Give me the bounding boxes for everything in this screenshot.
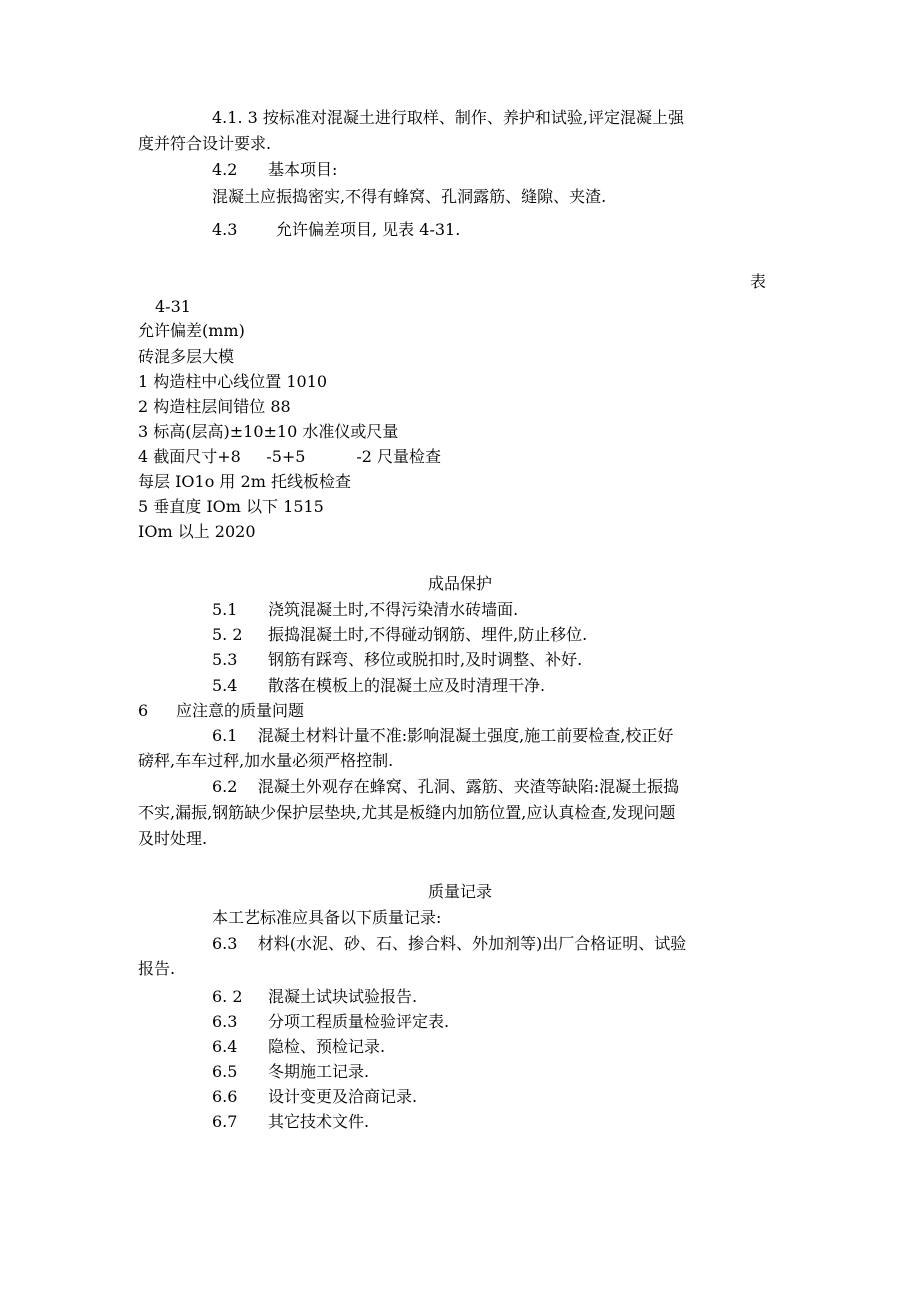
item-6-2-line1: 6.2 混凝土外观存在蜂窝、孔洞、露筋、夹渣等缺陷:混凝土振捣: [212, 777, 680, 796]
item-4-1-3-line2: 度并符合设计要求.: [138, 134, 272, 153]
records-item-text: 其它技术文件.: [268, 1112, 370, 1131]
item-4-3-text: 允许偏差项目, 见表 4-31.: [276, 220, 461, 239]
records-item-number: 6. 2: [212, 987, 243, 1006]
table-row: IOm 以上 2020: [138, 522, 256, 541]
records-item-line2: 报告.: [138, 959, 176, 978]
records-item-text: 设计变更及洽商记录.: [268, 1087, 418, 1106]
section-6-title: 应注意的质量问题: [176, 701, 305, 720]
table-label: 表: [750, 272, 767, 291]
item-4-1-3-line1: 4.1. 3 按标准对混凝土进行取样、制作、养护和试验,评定混凝上强: [212, 108, 684, 127]
item-6-1-line1: 6.1 混凝土材料计量不准:影响混凝土强度,施工前要检查,校正好: [212, 726, 674, 745]
section-6-number: 6: [138, 701, 149, 720]
table-row: 1 构造柱中心线位置 1010: [138, 372, 328, 391]
records-item-line1: 6.3 材料(水泥、砂、石、掺合料、外加剂等)出厂合格证明、试验: [212, 934, 687, 953]
table-row: 每层 IO1o 用 2m 托线板检查: [138, 472, 351, 491]
records-item-number: 6.5: [212, 1062, 238, 1081]
section-7-title: 质量记录: [427, 882, 492, 901]
records-item-text: 混凝土试块试验报告.: [268, 987, 418, 1006]
section-5-title: 成品保护: [427, 574, 492, 593]
records-intro: 本工艺标准应具备以下质量记录:: [212, 908, 442, 927]
item-6-2-line3: 及时处理.: [138, 829, 208, 848]
table-row: 4 截面尺寸+8 -5+5 -2 尺量检查: [138, 447, 441, 466]
item-5-1-number: 5.1: [212, 600, 238, 619]
records-item-number: 6.7: [212, 1112, 238, 1131]
records-item-number: 6.6: [212, 1087, 238, 1106]
item-6-2-line2: 不实,漏振,钢筋缺少保护层垫块,尤其是板缝内加筋位置,应认真检查,发现问题: [138, 803, 676, 822]
records-item-number: 6.3: [212, 1012, 238, 1031]
records-item-number: 6.4: [212, 1037, 238, 1056]
item-5-3-text: 钢筋有踩弯、移位或脱扣时,及时调整、补好.: [268, 650, 583, 669]
item-5-4-text: 散落在模板上的混凝土应及时清理干净.: [268, 676, 546, 695]
records-item-text: 分项工程质量检验评定表.: [268, 1012, 450, 1031]
item-4-2-text: 基本项目:: [268, 160, 338, 179]
item-4-2-number: 4.2: [212, 160, 238, 179]
item-5-1-text: 浇筑混凝土时,不得污染清水砖墙面.: [268, 600, 519, 619]
records-item-text: 冬期施工记录.: [268, 1062, 370, 1081]
item-4-3-number: 4.3: [212, 220, 238, 239]
table-caption: 允许偏差(mm): [138, 321, 245, 340]
item-5-4-number: 5.4: [212, 676, 238, 695]
item-5-2-number: 5. 2: [212, 625, 243, 644]
item-5-2-text: 振捣混凝土时,不得碰动钢筋、埋件,防止移位.: [268, 625, 588, 644]
table-header: 砖混多层大模: [138, 347, 235, 366]
item-6-1-line2: 磅秤,车车过秤,加水量必须严格控制.: [138, 751, 394, 770]
table-number: 4-31: [155, 297, 191, 316]
table-row: 3 标高(层高)±10±10 水准仪或尺量: [138, 422, 399, 441]
item-5-3-number: 5.3: [212, 650, 238, 669]
table-row: 5 垂直度 IOm 以下 1515: [138, 497, 324, 516]
item-4-2-body: 混凝土应振捣密实,不得有蜂窝、孔洞露筋、缝隙、夹渣.: [212, 187, 607, 206]
table-row: 2 构造柱层间错位 88: [138, 397, 291, 416]
records-item-text: 隐检、预检记录.: [268, 1037, 386, 1056]
